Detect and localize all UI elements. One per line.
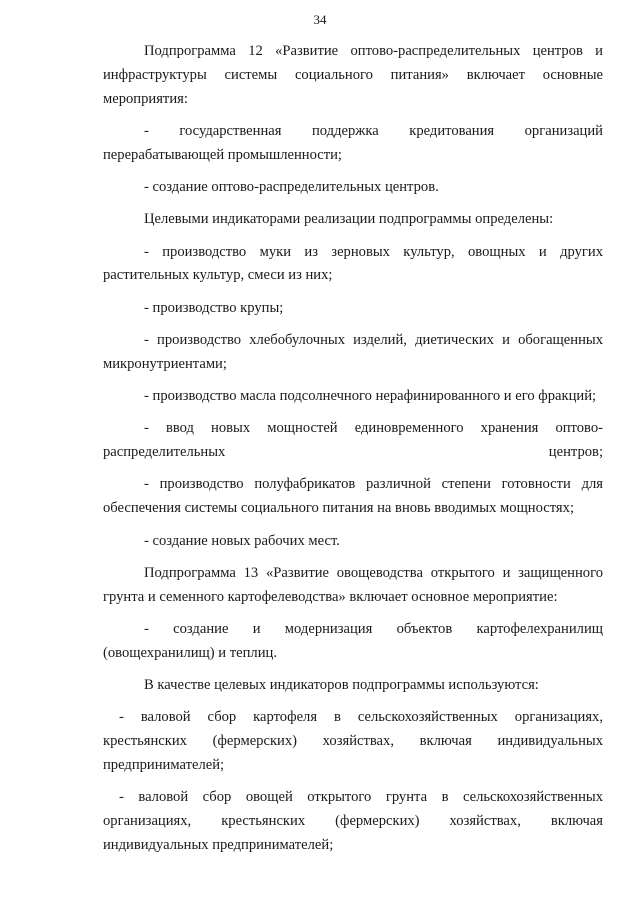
list-item-semi-finished: - производство полуфабрикатов различной степени готовности для обеспечения системы социального питания на вновь вводимых мощностях; xyxy=(103,476,603,517)
list-item-flour-production: - производство муки из зерновых культур, овощных и других растительных культур, смеси из них; xyxy=(103,243,603,284)
paragraph-subprogram-12-intro: Подпрограмма 12 «Развитие оптово-распределительных центров и инфраструктуры системы социального питания» включает основные мероприятия: xyxy=(103,43,603,107)
list-item-sunflower-oil: - производство масла подсолнечного нерафинированного и его фракций; xyxy=(144,388,597,405)
list-item-bakery-production: - производство хлебобулочных изделий, диетических и обогащенных микронутриентами; xyxy=(103,331,603,372)
list-item-storage-capacity: - ввод новых мощностей единовременного хранения оптово-распределительных центров; xyxy=(103,420,603,461)
list-item-credit-support: - государственная поддержка кредитования организаций перерабатывающей промышленности; xyxy=(103,122,603,163)
list-item-vegetable-harvest: - валовой сбор овощей открытого грунта в сельскохозяйственных организациях, крестьянских (фермерских) хозяйствах, включая индивидуальных предпринимателей; xyxy=(103,789,603,853)
paragraph-subprogram-13-intro: Подпрограмма 13 «Развитие овощеводства открытого и защищенного грунта и семенного картофелеводства» включает основное мероприятие: xyxy=(103,564,603,605)
list-item-potato-harvest: - валовой сбор картофеля в сельскохозяйственных организациях, крестьянских (фермерских) хозяйствах, включая индивидуальных предпринимателей; xyxy=(103,709,603,773)
list-item-storage-greenhouses: - создание и модернизация объектов картофелехранилищ (овощехранилищ) и теплиц. xyxy=(103,620,603,661)
list-item-new-jobs: - создание новых рабочих мест. xyxy=(144,532,340,549)
document-body xyxy=(103,40,603,866)
paragraph-indicators-intro: Целевыми индикаторами реализации подпрограммы определены: xyxy=(144,211,554,228)
page-number: 34 xyxy=(313,12,327,27)
paragraph-indicators-13-intro: В качестве целевых индикаторов подпрограммы используются: xyxy=(144,677,539,694)
list-item-groats-production: - производство крупы; xyxy=(144,299,284,316)
list-item-wholesale-centers: - создание оптово-распределительных центров. xyxy=(144,178,439,195)
